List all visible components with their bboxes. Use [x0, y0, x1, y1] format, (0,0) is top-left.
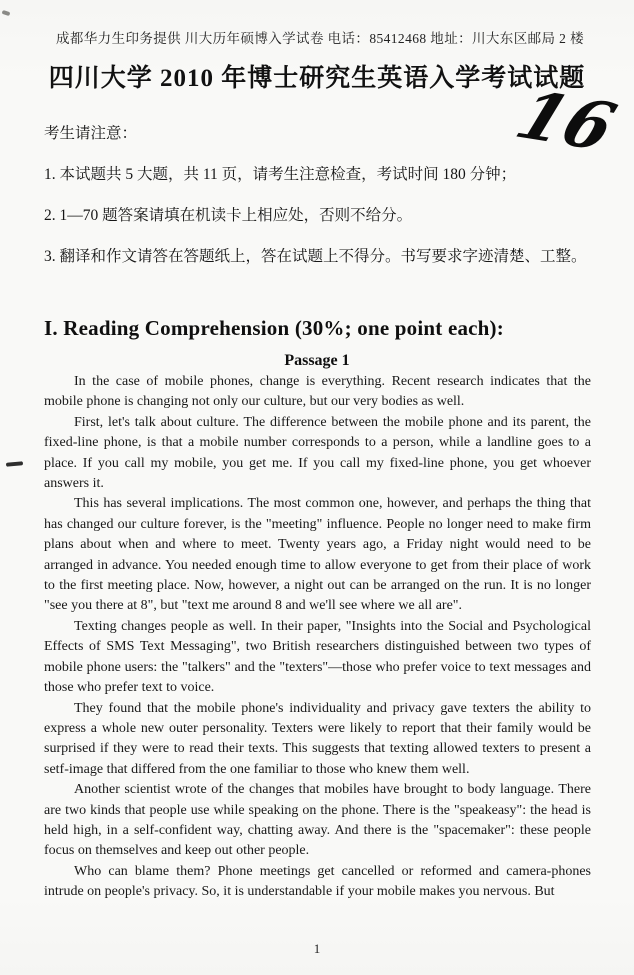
notice-item-3: 3. 翻译和作文请答在答题纸上，答在试题上不得分。书写要求字迹清楚、工整。 [44, 248, 587, 265]
passage-title: Passage 1 [284, 352, 350, 369]
scan-artifact-speck [2, 10, 11, 16]
handwritten-number: 16 [506, 76, 626, 166]
passage-paragraph-3: This has several implications. The most common one, however, and perhaps the thing that has changed our culture forever, is the "meeting" influence. People no longer need to make firm plans about when and where to meet. Twenty years ago, a Friday night would need to be arranged in advance. You needed enough time to allow everyone to get from their place of work to the first meeting place. Now, however, a night out can be arranged on the run. It is no longer "see you there at 8", but "text me around 8 and we'll see where we all are". [44, 496, 591, 614]
section-heading-reading-comprehension: I. Reading Comprehension (30%; one point each): [44, 316, 504, 340]
handwritten-margin-tick-mark [6, 461, 23, 466]
passage-paragraph-7: Who can blame them? Phone meetings get cancelled or reformed and camera-phones intrude on people's privacy. So, it is understandable if your mobile makes you nervous. But [44, 863, 591, 900]
page-number: 1 [313, 941, 321, 956]
passage-paragraph-4: Texting changes people as well. In their paper, "Insights into the Social and Psychological Effects of SMS Text Messaging", two British researchers distinguished between two types of mobile phone users: the "talkers" and the "texters"—those who prefer voice to text messages and those who prefer text to voice. [44, 618, 591, 696]
notice-heading: 考生请注意： [44, 125, 138, 142]
notice-item-2: 2. 1—70 题答案请填在机读卡上相应处，否则不给分。 [44, 207, 413, 224]
vendor-header-line: 成都华力生印务提供 川大历年硕博入学试卷 电话：85412468 地址：川大东区邮局 2 楼 [55, 31, 585, 46]
passage-paragraph-2: First, let's talk about culture. The difference between the mobile phone and its parent, the fixed-line phone, is that a mobile number corresponds to a person, while a landline goes to a place. If you call my mobile, you get me. If you call my fixed-line phone, you get whoever answers it. [44, 414, 591, 492]
notice-item-1: 1. 本试题共 5 大题，共 11 页，请考生注意检查，考试时间 180 分钟； [44, 166, 517, 183]
passage-paragraph-1: In the case of mobile phones, change is everything. Recent research indicates that the mobile phone is changing not only our culture, but our very bodies as well. [44, 374, 591, 410]
passage-body [44, 372, 591, 903]
passage-paragraph-6: Another scientist wrote of the changes that mobiles have brought to body language. There are two kinds that people use while speaking on the phone. There is the "speakeasy": the head is held high, in a self-confident way, chatting away. And there is the "spacemaker": these people focus on themselves and keep out other people. [44, 782, 591, 859]
passage-paragraph-5: They found that the mobile phone's individuality and privacy gave texters the ability to express a whole new outer personality. Texters were likely to report that their family would be surprised if they were to read their texts. This suggests that texting allowed texters to present a setf-image that differed from the one familiar to those who knew them well. [44, 700, 591, 777]
exam-title: 四川大学 2010 年博士研究生英语入学考试试题 [48, 65, 586, 92]
